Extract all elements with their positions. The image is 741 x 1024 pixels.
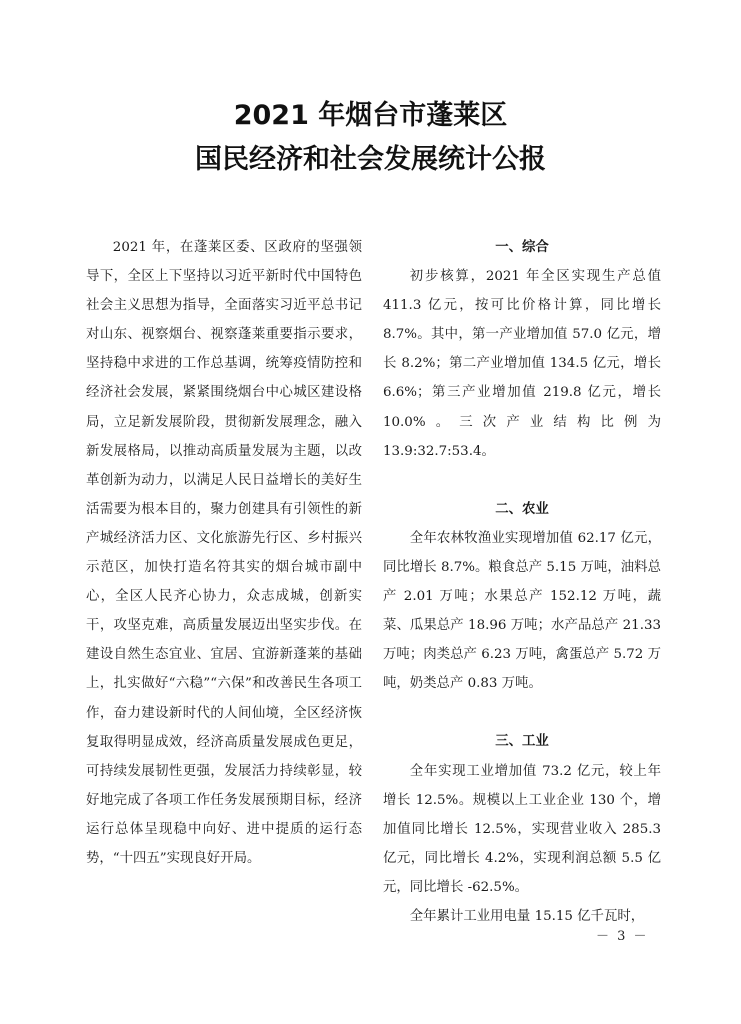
section-paragraph: 初步核算，2021 年全区实现生产总值 411.3 亿元，按可比价格计算，同比增长 8.7%。其中，第一产业增加值 57.0 亿元，增长 8.2%；第二产业增加值 134.5 亿元，增长 6.6%；第三产业增加值 219.8 亿元，增长 10.0%。三次产业结构比例为 13.9:32.7:53.4。 bbox=[383, 269, 661, 459]
left-column bbox=[86, 233, 362, 873]
right-column bbox=[383, 233, 661, 931]
section-heading-comprehensive: 一、综合 bbox=[495, 240, 549, 255]
document-title-line1: 2021 年烟台市蓬莱区 bbox=[233, 100, 508, 131]
section-paragraph: 全年农林牧渔业实现增加值 62.17 亿元，同比增长 8.7%。粮食总产 5.15 万吨，油料总产 2.01 万吨；水果总产 152.12 万吨，蔬菜、瓜果总产 18.96 万吨；水产品总产 21.33 万吨；肉类总产 6.23 万吨，禽蛋总产 5.72 万吨，奶类总产 0.83 万吨。 bbox=[383, 530, 661, 692]
document-title-line2: 国民经济和社会发展统计公报 bbox=[195, 144, 546, 175]
section-heading-industry: 三、工业 bbox=[495, 734, 549, 750]
page-number: － 3 － bbox=[596, 929, 649, 944]
section-paragraph: 全年累计工业用电量 15.15 亿千瓦时， bbox=[409, 908, 645, 924]
section-heading-agriculture: 二、农业 bbox=[495, 501, 549, 517]
section-paragraph: 全年实现工业增加值 73.2 亿元，较上年增长 12.5%。规模以上工业企业 130 个，增加值同比增长 12.5%，实现营业收入 285.3 亿元，同比增长 4.2%，实现利润总额 5.5 亿元，同比增长 -62.5%。 bbox=[383, 763, 661, 895]
intro-paragraph: 2021 年，在蓬莱区委、区政府的坚强领导下，全区上下坚持以习近平新时代中国特色社会主义思想为指导，全面落实习近平总书记对山东、视察烟台、视察蓬莱重要指示要求，坚持稳中求进的工作总基调，统筹疫情防控和经济社会发展，紧紧围绕烟台中心城区建设格局，立足新发展阶段，贯彻新发展理念，融入新发展格局，以推动高质量发展为主题，以改革创新为动力，以满足人民日益增长的美好生活需要为根本目的，聚力创建具有引领性的新产城经济活力区、文化旅游先行区、乡村振兴示范区，加快打造名符其实的烟台城市副中心，全区人民齐心协力，众志成城，创新实干，攻坚克难，高质量发展迈出坚实步伐。在建设自然生态宜业、宜居、宜游新蓬莱的基础上，扎实做好“六稳”“六保”和改善民生各项工作，奋力建设新时代的人间仙境，全区经济恢复取得明显成效，经济高质量发展成色更足，可持续发展韧性更强，发展活力持续彰显，较好地完成了各项工作任务发展预期目标，经济运行总体呈现稳中向好、进中提质的运行态势，“十四五”实现良好开局。 bbox=[86, 240, 362, 866]
